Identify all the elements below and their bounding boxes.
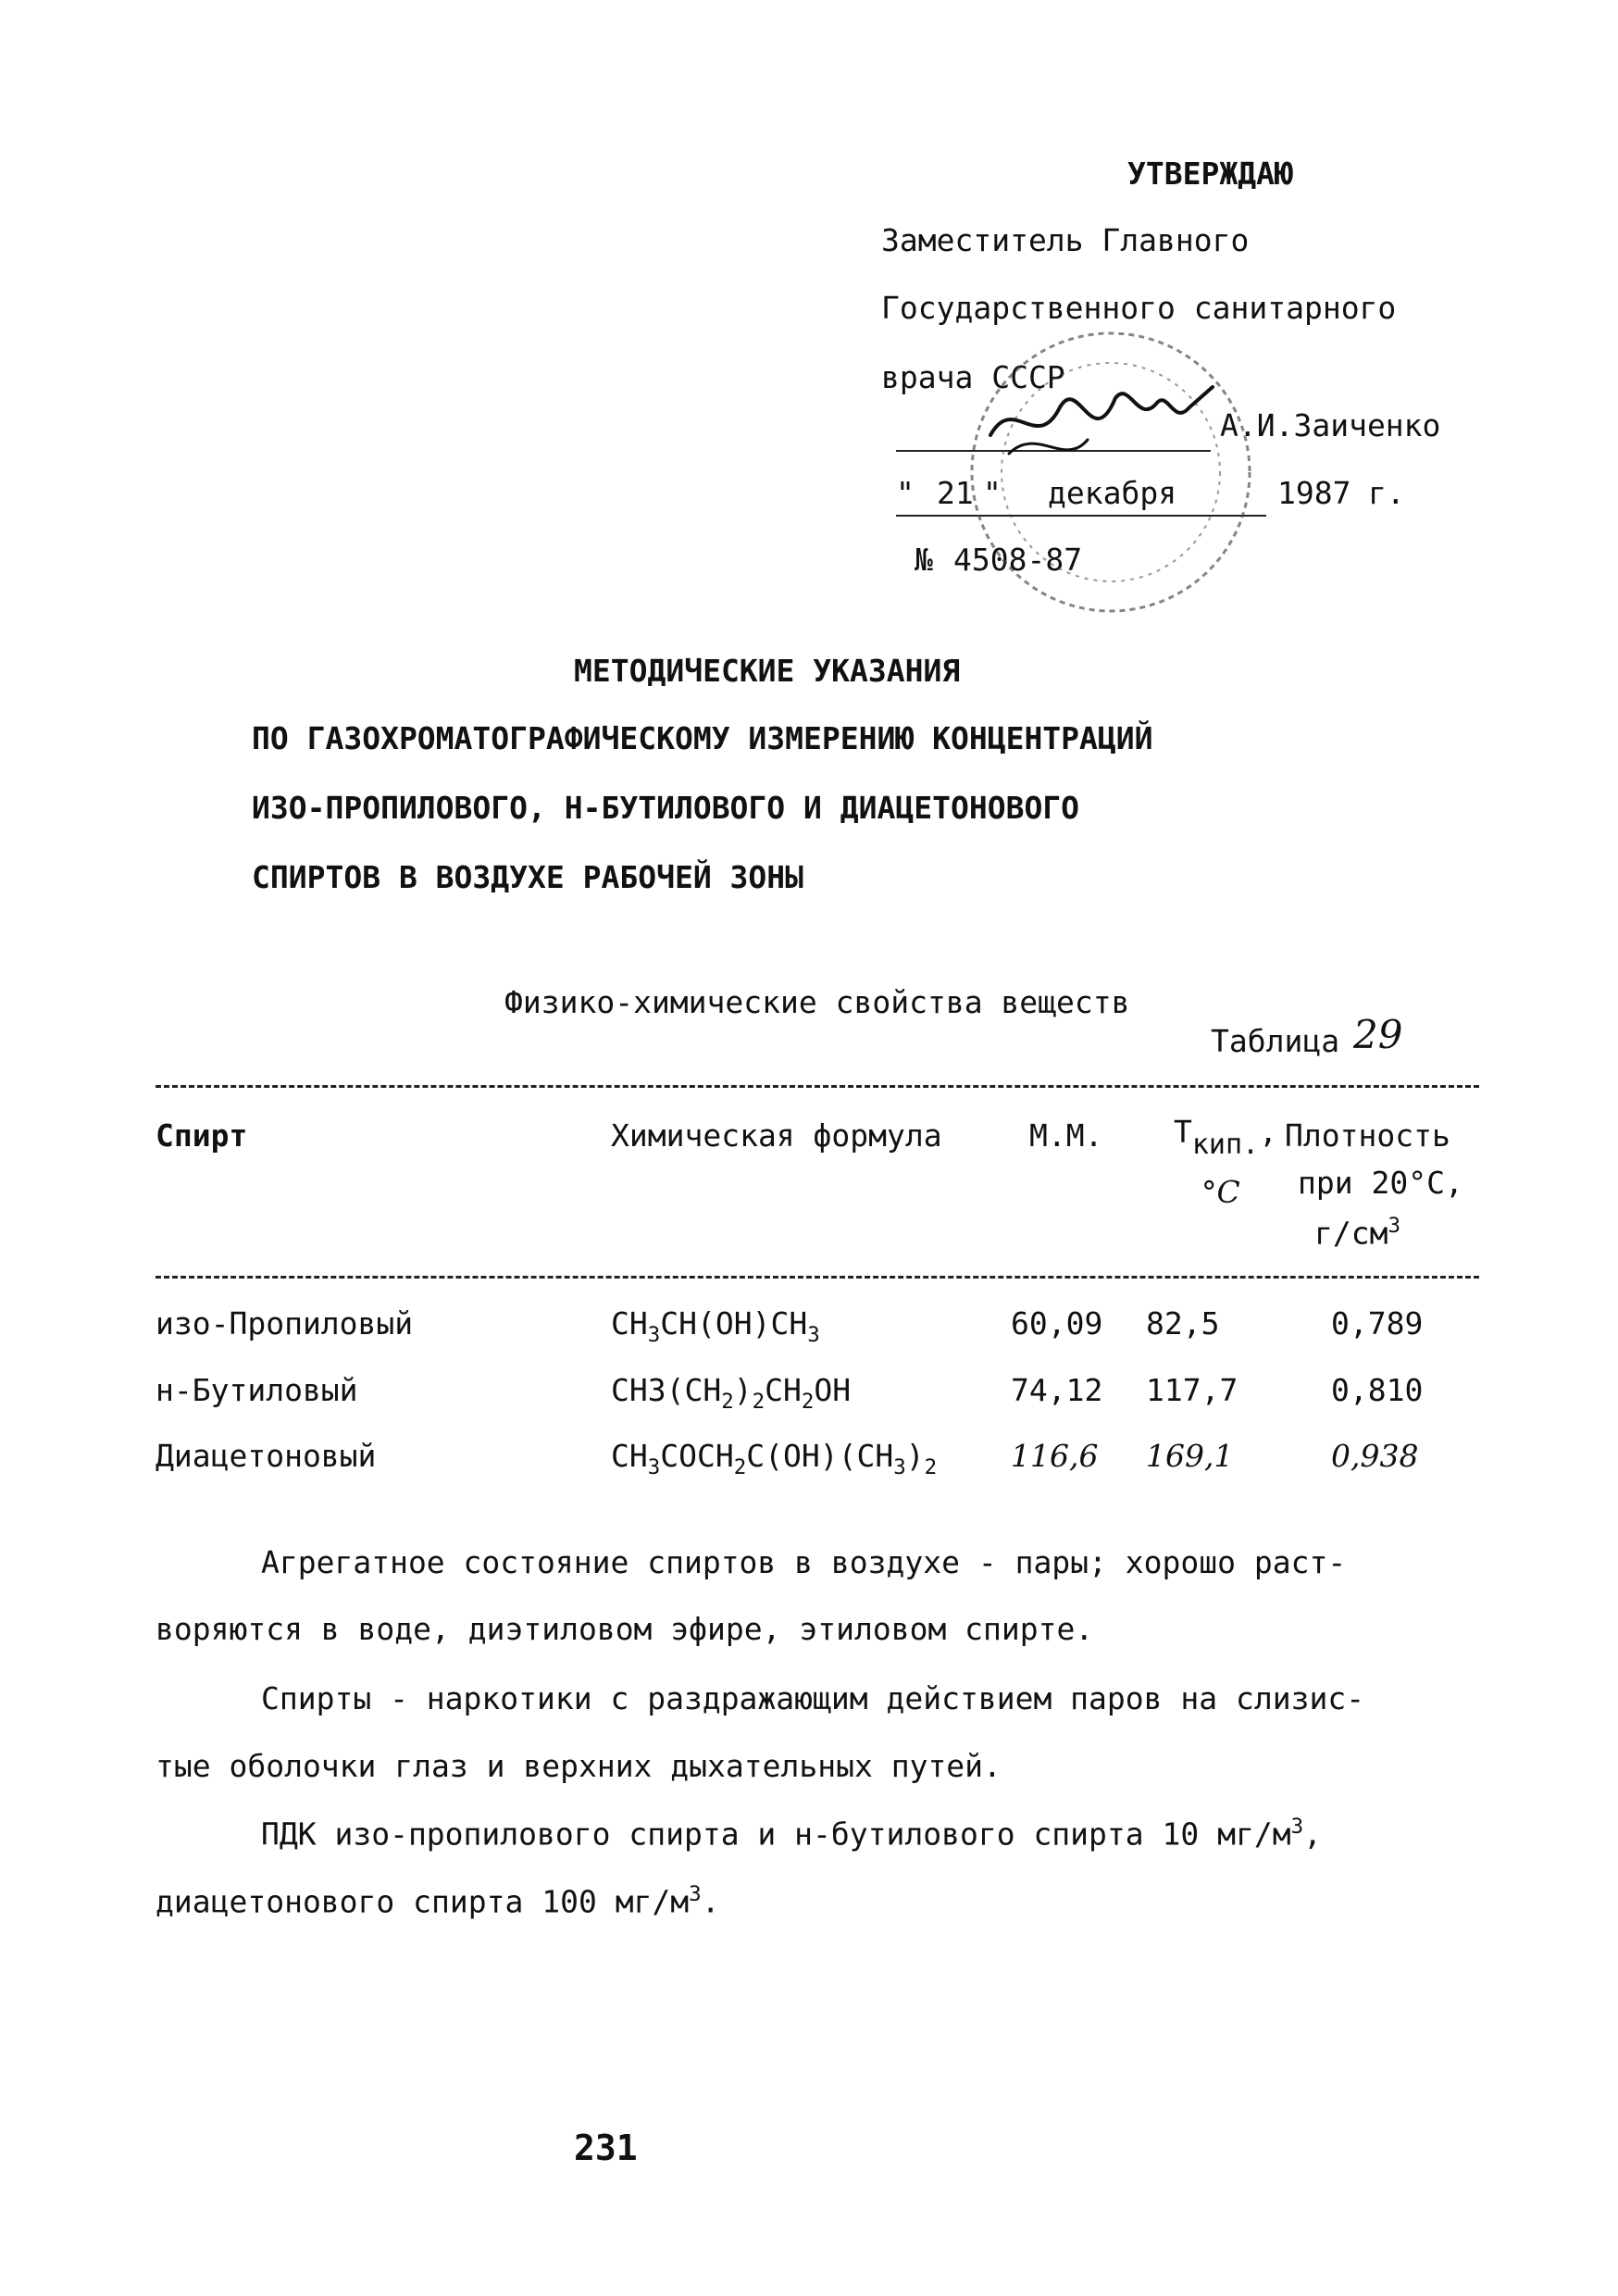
date-month: декабря	[1048, 475, 1177, 511]
header-density-line1: Плотность	[1285, 1117, 1450, 1154]
table-cell-formula: $CH_3COCH_2C(OH)(CH_3)_2$	[611, 1438, 938, 1479]
table-cell-density: 0,938	[1331, 1438, 1419, 1474]
table-top-rule	[156, 1085, 1479, 1088]
paragraph-3-line1: ПДК изо-пропилового спирта и н-бутилового спирта 10 $мг/м^3$,	[261, 1815, 1322, 1853]
table-cell-tboil: 82,5	[1146, 1305, 1220, 1341]
approval-heading: УТВЕРЖДАЮ	[1127, 156, 1293, 192]
doc-title-line3: ИЗО-ПРОПИЛОВОГО, Н-БУТИЛОВОГО И ДИАЦЕТОНОВОГО	[252, 790, 1080, 826]
table-label: Таблица	[1211, 1023, 1340, 1059]
date-quote-close: "	[983, 475, 1002, 511]
table-cell-name: н-Бутиловый	[156, 1372, 358, 1408]
paragraph-3-line2: диацетонового спирта 100 $мг/м^3$.	[156, 1882, 720, 1920]
approval-signer: А.И.Заиченко	[1220, 407, 1441, 443]
paragraph-1-line1: Агрегатное состояние спиртов в воздухе - пары; хорошо раст-	[261, 1544, 1347, 1580]
approval-number: 4508-87	[953, 542, 1083, 578]
table-cell-mm: 116,6	[1011, 1438, 1099, 1474]
header-density-line2: при 20°C,	[1298, 1165, 1463, 1201]
paragraph-1-line2: воряются в воде, диэтиловом эфире, этиловом спирте.	[156, 1611, 1094, 1647]
signature-scribble	[990, 387, 1213, 435]
date-quote-open: "	[896, 475, 915, 511]
doc-title-line4: СПИРТОВ В ВОЗДУХЕ РАБОЧЕЙ ЗОНЫ	[252, 859, 804, 895]
date-day: 21	[937, 475, 974, 511]
header-tboil: $Т_{кип.}$,	[1174, 1114, 1277, 1161]
date-suffix: г.	[1368, 475, 1405, 511]
header-formula: Химическая формула	[611, 1117, 942, 1154]
header-alcohol: Спирт	[156, 1117, 248, 1154]
table-cell-density: 0,789	[1331, 1305, 1424, 1341]
table-cell-name: Диацетоновый	[156, 1438, 377, 1474]
date-year: 1987	[1277, 475, 1351, 511]
doc-title-line2: ПО ГАЗОХРОМАТОГРАФИЧЕСКОМУ ИЗМЕРЕНИЮ КОНЦЕНТРАЦИЙ	[252, 720, 1153, 756]
table-cell-mm: 60,09	[1011, 1305, 1103, 1341]
table-cell-tboil: 117,7	[1146, 1372, 1238, 1408]
approval-number-prefix: №	[915, 542, 933, 578]
page-number: 231	[574, 2128, 638, 2168]
approval-position-line3: врача СССР	[881, 359, 1065, 395]
table-number: 29	[1353, 1012, 1403, 1057]
official-stamp	[926, 315, 1296, 630]
approval-position-line1: Заместитель Главного	[881, 222, 1250, 258]
doc-title-line1: МЕТОДИЧЕСКИЕ УКАЗАНИЯ	[574, 653, 961, 689]
header-mm: М.М.	[1029, 1117, 1103, 1154]
header-tboil-unit: °C	[1201, 1174, 1240, 1210]
table-header-rule	[156, 1276, 1479, 1279]
table-cell-name: изо-Пропиловый	[156, 1305, 414, 1341]
header-density-line3: $г/см^3$	[1314, 1214, 1400, 1252]
table-caption: Физико-химические свойства веществ	[504, 984, 1130, 1020]
table-cell-formula: $CH3(CH_2)_2CH_2OH$	[611, 1372, 852, 1414]
table-cell-formula: $CH_3CH(OH)CH_3$	[611, 1305, 820, 1347]
table-cell-mm: 74,12	[1011, 1372, 1103, 1408]
approval-position-line2: Государственного санитарного	[881, 290, 1397, 326]
paragraph-2-line1: Спирты - наркотики с раздражающим действием паров на слизис-	[261, 1680, 1365, 1716]
paragraph-2-line2: тые оболочки глаз и верхних дыхательных путей.	[156, 1748, 1002, 1784]
table-cell-density: 0,810	[1331, 1372, 1424, 1408]
table-cell-tboil: 169,1	[1146, 1438, 1234, 1474]
